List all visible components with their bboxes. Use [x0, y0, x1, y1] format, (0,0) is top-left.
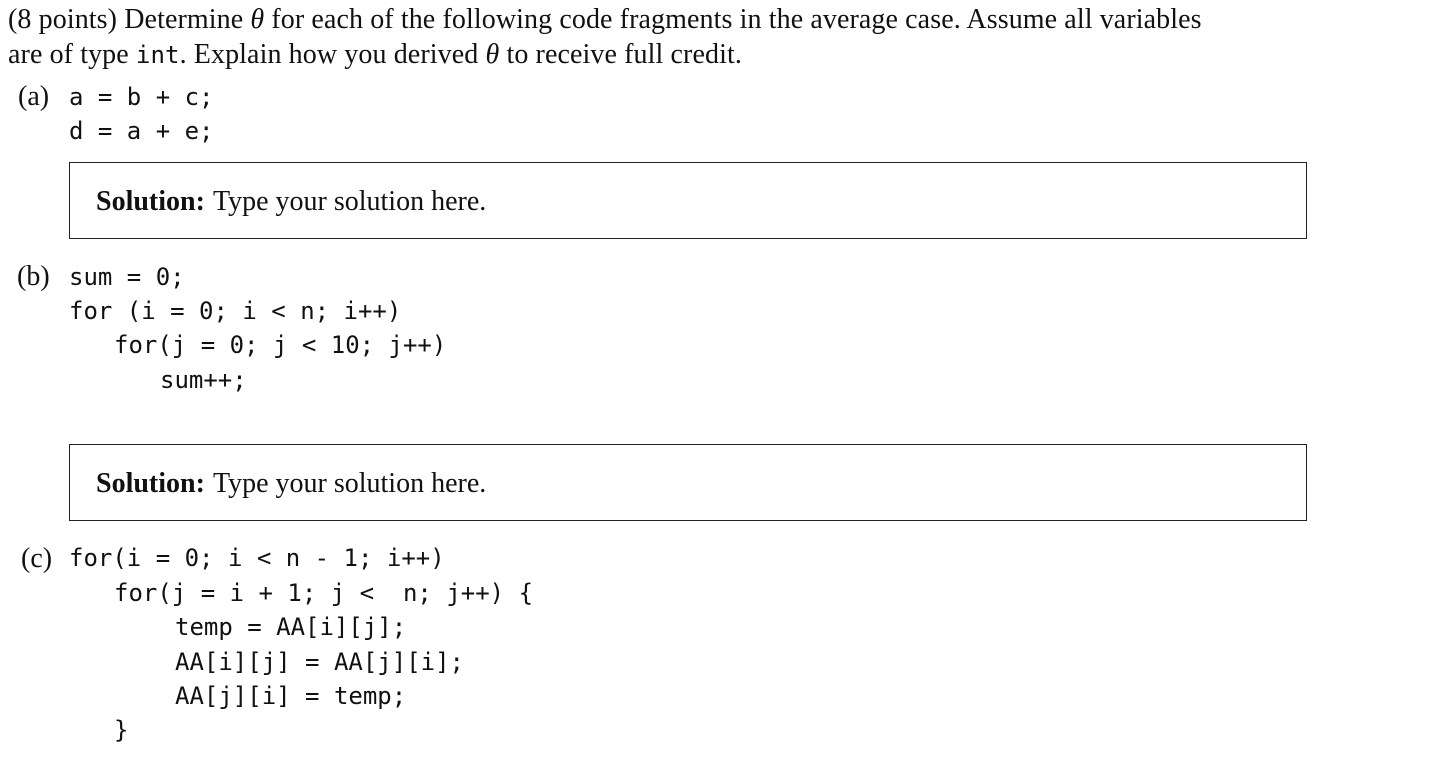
code-line: AA[i][j] = AA[j][i];	[175, 648, 464, 676]
solution-box-a[interactable]	[69, 162, 1307, 239]
intro-line-2-end: to receive full credit.	[506, 39, 742, 70]
code-line: sum = 0;	[69, 263, 185, 291]
theta-symbol: θ	[250, 4, 265, 35]
code-line: a = b + c;	[69, 83, 214, 111]
intro-line-1-text: Determine	[124, 4, 244, 35]
solution-text	[96, 466, 486, 501]
question-intro	[8, 2, 1318, 73]
code-line: }	[114, 716, 129, 744]
solution-label: Solution:	[96, 468, 205, 499]
part-a-label: (a)	[18, 81, 50, 112]
solution-label: Solution:	[96, 186, 205, 217]
intro-line-1	[8, 2, 1318, 37]
solution-box-b[interactable]	[69, 444, 1307, 521]
solution-placeholder: Type your solution here.	[212, 468, 487, 499]
points-label: (8 points)	[8, 4, 118, 35]
code-line: AA[j][i] = temp;	[175, 682, 407, 710]
type-int: int	[135, 41, 180, 69]
theta-symbol: θ	[485, 39, 500, 70]
code-line: sum++;	[160, 366, 247, 394]
intro-line-2-start: are of type	[8, 39, 129, 70]
code-line: for(j = i + 1; j < n; j++) {	[114, 579, 534, 607]
code-line: d = a + e;	[69, 117, 214, 145]
code-line: for(i = 0; i < n - 1; i++)	[69, 544, 445, 572]
part-c-label: (c)	[21, 543, 53, 574]
intro-line-2-mid: . Explain how you derived	[179, 39, 479, 70]
code-line: for(j = 0; j < 10; j++)	[114, 331, 447, 359]
intro-line-2	[8, 37, 1318, 73]
solution-placeholder: Type your solution here.	[212, 186, 487, 217]
code-line: for (i = 0; i < n; i++)	[69, 297, 402, 325]
code-line: temp = AA[i][j];	[175, 613, 407, 641]
part-b-label: (b)	[17, 261, 50, 292]
solution-text	[96, 184, 486, 219]
intro-line-1-rest: for each of the following code fragments in the average case. Assume all variables	[271, 4, 1202, 35]
